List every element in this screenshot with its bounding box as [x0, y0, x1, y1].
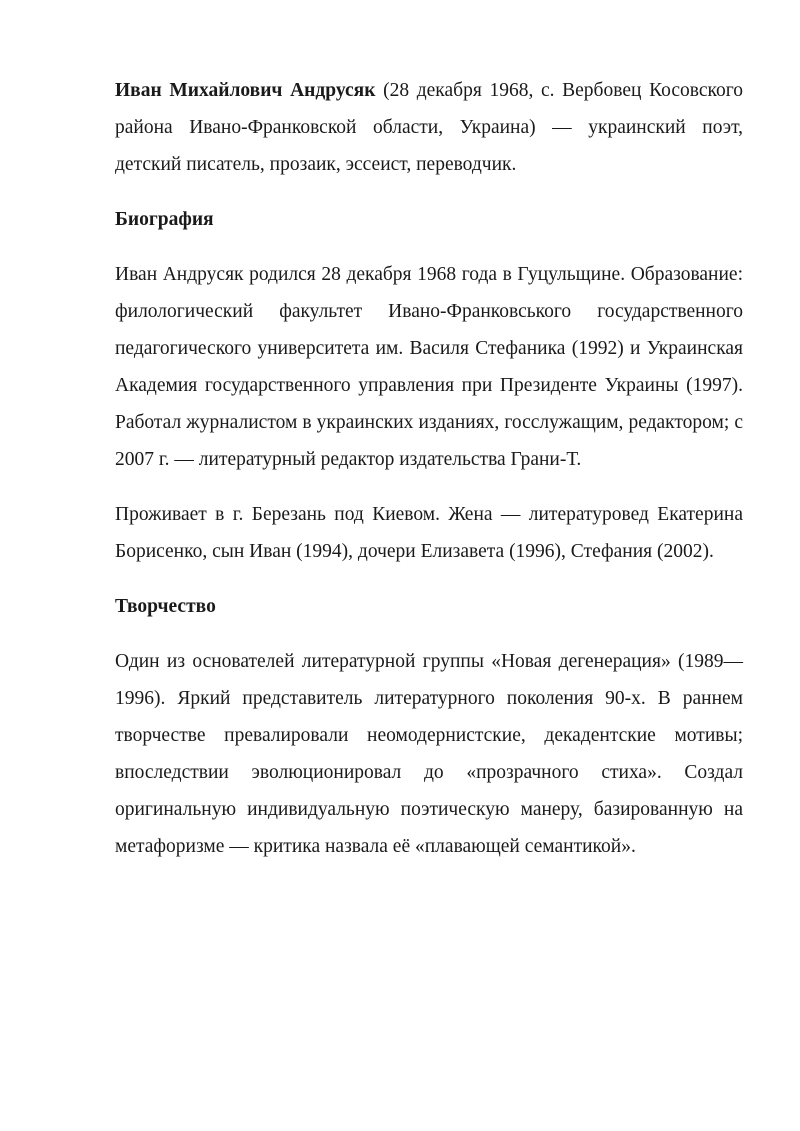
person-name: Иван Михайлович Андрусяк — [115, 80, 376, 101]
intro-paragraph — [115, 72, 743, 183]
creativity-paragraph-1: Один из основателей литературной группы «Новая дегенерация» (1989—1996). Яркий представитель литературного поколения 90-х. В раннем творчестве превалировали неомодернистские, декадентские мотивы; впоследствии эволюционировал до «прозрачного стиха». Создал оригинальную индивидуальную поэтическую манеру, базированную на метафоризме — критика назвала её «плавающей семантикой». — [115, 651, 743, 857]
intro-text: (28 декабря 1968, с. Вербовец Косовского района Ивано-Франковской области, Украина) — украинский поэт, детский писатель, прозаик, эссеист, переводчик. — [115, 80, 743, 175]
biography-paragraph-1: Иван Андрусяк родился 28 декабря 1968 года в Гуцульщине. Образование: филологический факультет Ивано-Франковського государственного педагогического университета им. Василя Стефаника (1992) и Украинская Академия государственного управления при Президенте Украины (1997). Работал журналистом в украинских изданиях, госслужащим, редактором; с 2007 г. — литературный редактор издательства Грани-Т. — [115, 264, 743, 470]
creativity-heading: Творчество — [115, 596, 216, 617]
biography-paragraph-2: Проживает в г. Березань под Киевом. Жена — литературовед Екатерина Борисенко, сын Иван (1994), дочери Елизавета (1996), Стефания (2002). — [115, 504, 743, 562]
biography-heading: Биография — [115, 209, 214, 230]
document-page — [115, 72, 743, 883]
